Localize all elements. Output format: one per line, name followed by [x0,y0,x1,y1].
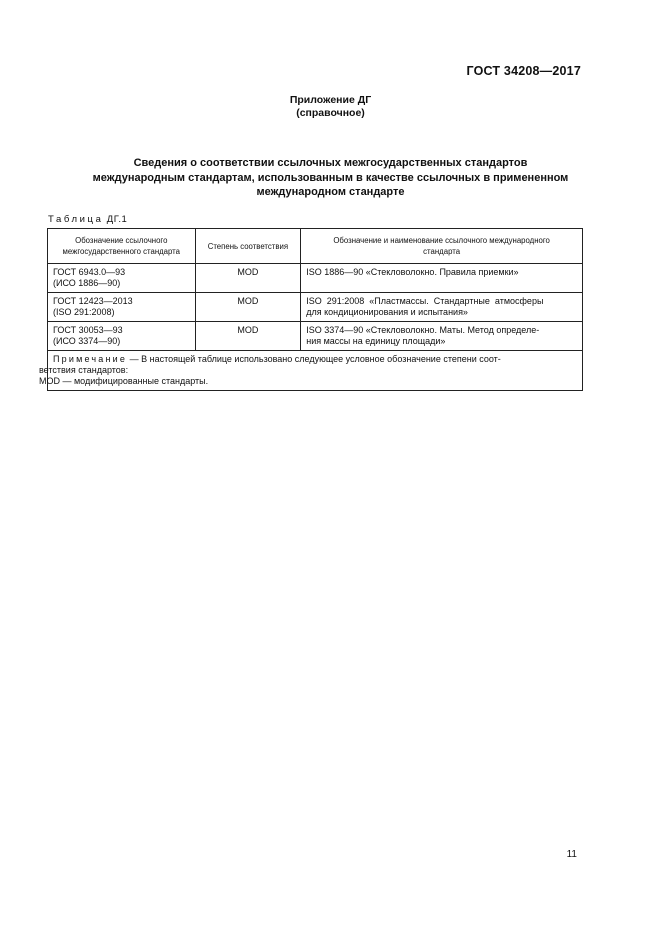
cell-text: (ИСО 3374—90) [53,336,121,346]
table-header-row [48,229,583,264]
heading-line: Сведения о соответствии ссылочных межгосударственных стандартов [133,157,528,169]
cell-degree: MOD [195,293,301,322]
table-caption-word: Таблица [48,214,104,225]
heading-line: международным стандартам, использованным в качестве ссылочных в примененном [92,171,569,184]
header-reference [301,229,583,264]
cell-text: ISO 3374—90 «Стекловолокно. Маты. Метод определе- [306,325,540,335]
cell-reference [301,293,583,322]
cell-degree: MOD [195,322,301,351]
table-caption-number: ДГ.1 [106,214,128,225]
cell-standard [48,322,196,351]
cell-text: ГОСТ 6943.0—93 [53,267,126,277]
table-row [48,264,583,293]
note-line [53,354,577,365]
table-caption [48,214,127,225]
header-text: Степень соответствия [207,241,289,251]
cell-text: для кондиционирования и испытания» [306,307,468,317]
heading-line: международном стандарте [256,186,405,198]
cell-reference [301,322,583,351]
annex-title: Приложение ДГ [289,94,372,106]
table-note-row [48,351,583,391]
cell-degree: MOD [195,264,301,293]
cell-text: ГОСТ 30053—93 [53,325,123,335]
cell-text: ISO 1886—90 «Стекловолокно. Правила приемки» [306,267,519,277]
document-code: ГОСТ 34208—2017 [466,64,581,78]
annex-block [0,94,661,120]
page-number: 11 [566,849,577,860]
cell-text: ISO 291:2008 «Пластмассы. Стандартные атмосферы [306,296,544,306]
cell-text: (ISO 291:2008) [53,307,115,317]
header-standard [48,229,196,264]
cell-text: ГОСТ 12423—2013 [53,296,133,306]
cell-text: ния массы на единицу площади» [306,336,446,346]
cell-reference [301,264,583,293]
note-text: — В настоящей таблице использовано следующее условное обозначение степени соот- [127,354,501,364]
note-line: MOD — модифицированные стандарты. [39,376,209,386]
table-note [39,351,583,391]
annex-heading [40,156,621,200]
table-row [48,293,583,322]
header-text: межгосударственного стандарта [62,247,181,256]
header-text: Обозначение ссылочного [75,236,168,245]
note-line: ветствия стандартов: [39,365,129,375]
note-label: Примечание [53,354,128,364]
header-text: стандарта [423,247,461,256]
cell-standard [48,293,196,322]
header-degree [195,229,301,264]
cell-standard [48,264,196,293]
table-row [48,322,583,351]
correspondence-table [39,228,583,391]
annex-subtitle: (справочное) [296,107,365,119]
header-text: Обозначение и наименование ссылочного международного [333,236,550,245]
cell-text: (ИСО 1886—90) [53,278,121,288]
